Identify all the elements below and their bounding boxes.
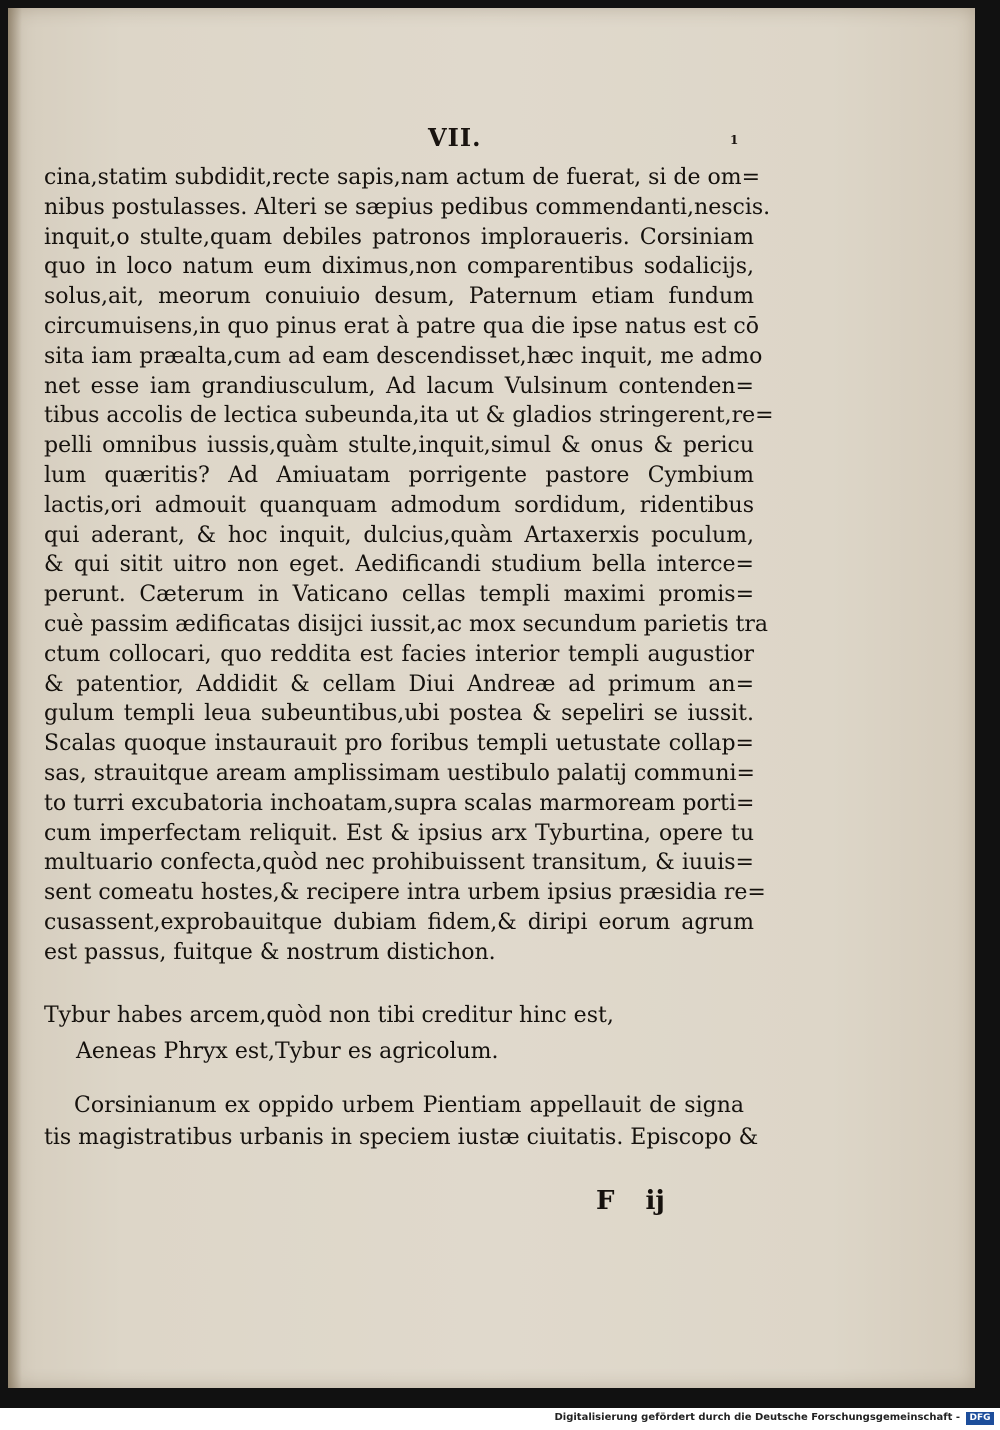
text-line: multuario confecta,quòd nec prohibuissent transitum, & iuuis=: [44, 850, 754, 876]
text-line: cuè passim ædificatas disijci iussit,ac mox secundum parietis tra: [44, 611, 769, 637]
text-line: qui aderant, & hoc inquit, dulcius,quàm Artaxerxis poculum,: [44, 522, 754, 548]
text-line: lum quæritis? Ad Amiuatam porrigente pastore Cymbium: [44, 462, 754, 488]
text-line: solus,ait, meorum conuiuio desum, Paternum etiam fundum: [44, 284, 754, 310]
text-line-last: est passus, fuitque & nostrum distichon.: [44, 939, 496, 965]
text-line: pelli omnibus iussis,quàm stulte,inquit,simul & onus & pericu: [44, 433, 754, 459]
text-line: & patentior, Addidit & cellam Diui Andreæ ad primum an=: [44, 671, 754, 697]
text-line: sent comeatu hostes,& recipere intra urbem ipsius præsidia re=: [44, 880, 766, 906]
text-line: cusassent,exprobauitque dubiam fidem,& diripi eorum agrum: [44, 909, 754, 935]
signature-mark: F ij: [596, 1186, 665, 1216]
verse-line: Aeneas Phryx est,Tybur es agricolum.: [76, 1039, 499, 1064]
text-line: tis magistratibus urbanis in speciem iustæ ciuitatis. Episcopo &: [44, 1125, 759, 1150]
text-line: Scalas quoque instaurauit pro foribus templi uetustate collap=: [44, 731, 754, 757]
text-line: tibus accolis de lectica subeunda,ita ut & gladios stringerent,re=: [44, 403, 774, 429]
text-line: cum imperfectam reliquit. Est & ipsius arx Tyburtina, opere tu: [44, 820, 754, 846]
credit-bar: [0, 1408, 1000, 1430]
text-line: perunt. Cæterum in Vaticano cellas templi maximi promis=: [44, 582, 754, 608]
text-line: gulum templi leua subeuntibus,ubi postea & sepeliri se iussit.: [44, 701, 754, 727]
dfg-logo-icon: DFG: [966, 1412, 994, 1425]
verse-line: Tybur habes arcem,quòd non tibi creditur hinc est,: [44, 1003, 614, 1028]
funding-credit: Digitalisierung gefördert durch die Deutsche Forschungsgemeinschaft -: [554, 1412, 960, 1423]
text-line: Corsinianum ex oppido urbem Pientiam appellauit de signa: [74, 1093, 744, 1118]
text-line: quo in loco natum eum diximus,non comparentibus sodalicijs,: [44, 254, 754, 280]
text-line: net esse iam grandiusculum, Ad lacum Vulsinum contenden=: [44, 373, 754, 399]
text-line: sas, strauitque aream amplissimam uestibulo palatij communi=: [44, 760, 755, 786]
book-page: [8, 8, 975, 1388]
body-text: [44, 163, 774, 968]
text-line: to turri excubatoria inchoatam,supra scalas marmoream porti=: [44, 790, 755, 816]
text-line: inquit,o stulte,quam debiles patronos imploraueris. Corsiniam: [44, 224, 754, 250]
running-head: VII.: [428, 123, 482, 152]
text-line: circumuisens,in quo pinus erat à patre qua die ipse natus est cō: [44, 313, 759, 339]
text-line: & qui sitit uitro non eget. Aedificandi studium bella interce=: [44, 552, 754, 578]
text-line: lactis,ori admouit quanquam admodum sordidum, ridentibus: [44, 492, 754, 518]
paragraph-two: [44, 1090, 759, 1154]
folio-mark: 1: [730, 133, 739, 147]
text-line: nibus postulasses. Alteri se sæpius pedibus commendanti,nescis.: [44, 194, 771, 220]
distich-verse: [44, 998, 744, 1070]
text-line: cina,statim subdidit,recte sapis,nam actum de fuerat, si de om=: [44, 165, 761, 190]
text-line: sita iam præalta,cum ad eam descendisset,hæc inquit, me admo: [44, 343, 763, 369]
text-line: ctum collocari, quo reddita est facies interior templi augustior: [44, 641, 754, 667]
